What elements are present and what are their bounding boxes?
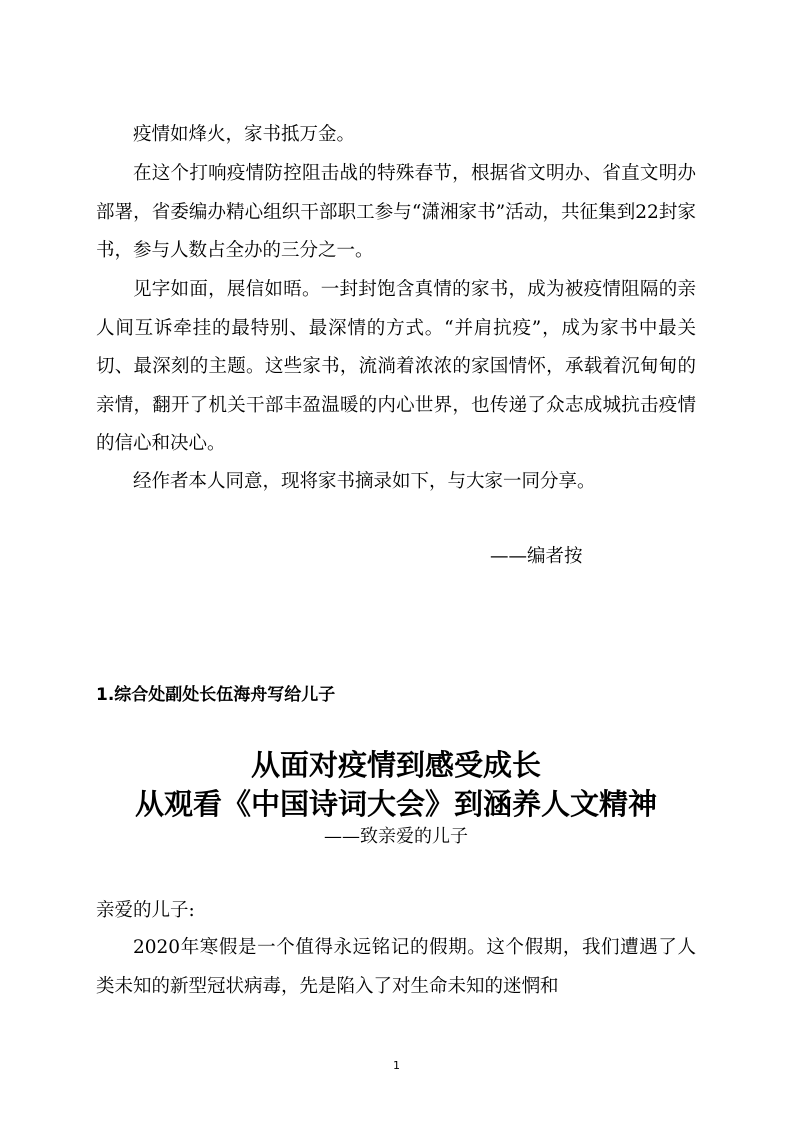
intro-opening-line: 疫情如烽火，家书抵万金。: [133, 124, 356, 145]
editor-note-signoff: ——编者按: [490, 546, 583, 567]
page-number: 1: [393, 1059, 400, 1072]
section-heading: 1.综合处副处长伍海舟写给儿子: [96, 685, 336, 705]
letter-title-line-2: 从观看《中国诗词大会》到涵养人文精神: [134, 787, 657, 821]
letter-salutation: 亲爱的儿子:: [96, 900, 195, 921]
letter-title-line-1: 从面对疫情到感受成长: [250, 748, 541, 782]
intro-paragraph-3: 经作者本人同意，现将家书摘录如下，与大家一同分享。: [133, 471, 596, 492]
intro-paragraph-2: 见字如面，展信如晤。一封封饱含真情的家书，成为被疫情阻隔的亲人间互诉牵挂的最特别、最深情的方式。“并肩抗疫”，成为家书中最关切、最深刻的主题。这些家书，流淌着浓浓的家国情怀，承载着沉甸甸的亲情，翻开了机关干部丰盈温暖的内心世界，也传递了众志成城抗击疫情的信心和决心。: [96, 279, 696, 454]
letter-subtitle: ——致亲爱的儿子: [324, 826, 468, 847]
intro-paragraph-1: 在这个打响疫情防控阻击战的特殊春节，根据省文明办、省直文明办部署，省委编办精心组织干部职工参与“潇湘家书”活动，共征集到22封家书，参与人数占全办的三分之一。: [96, 163, 696, 261]
letter-body-paragraph-1: 2020年寒假是一个值得永远铭记的假期。这个假期，我们遭遇了人类未知的新型冠状病毒，先是陷入了对生命未知的迷惘和: [96, 937, 696, 997]
